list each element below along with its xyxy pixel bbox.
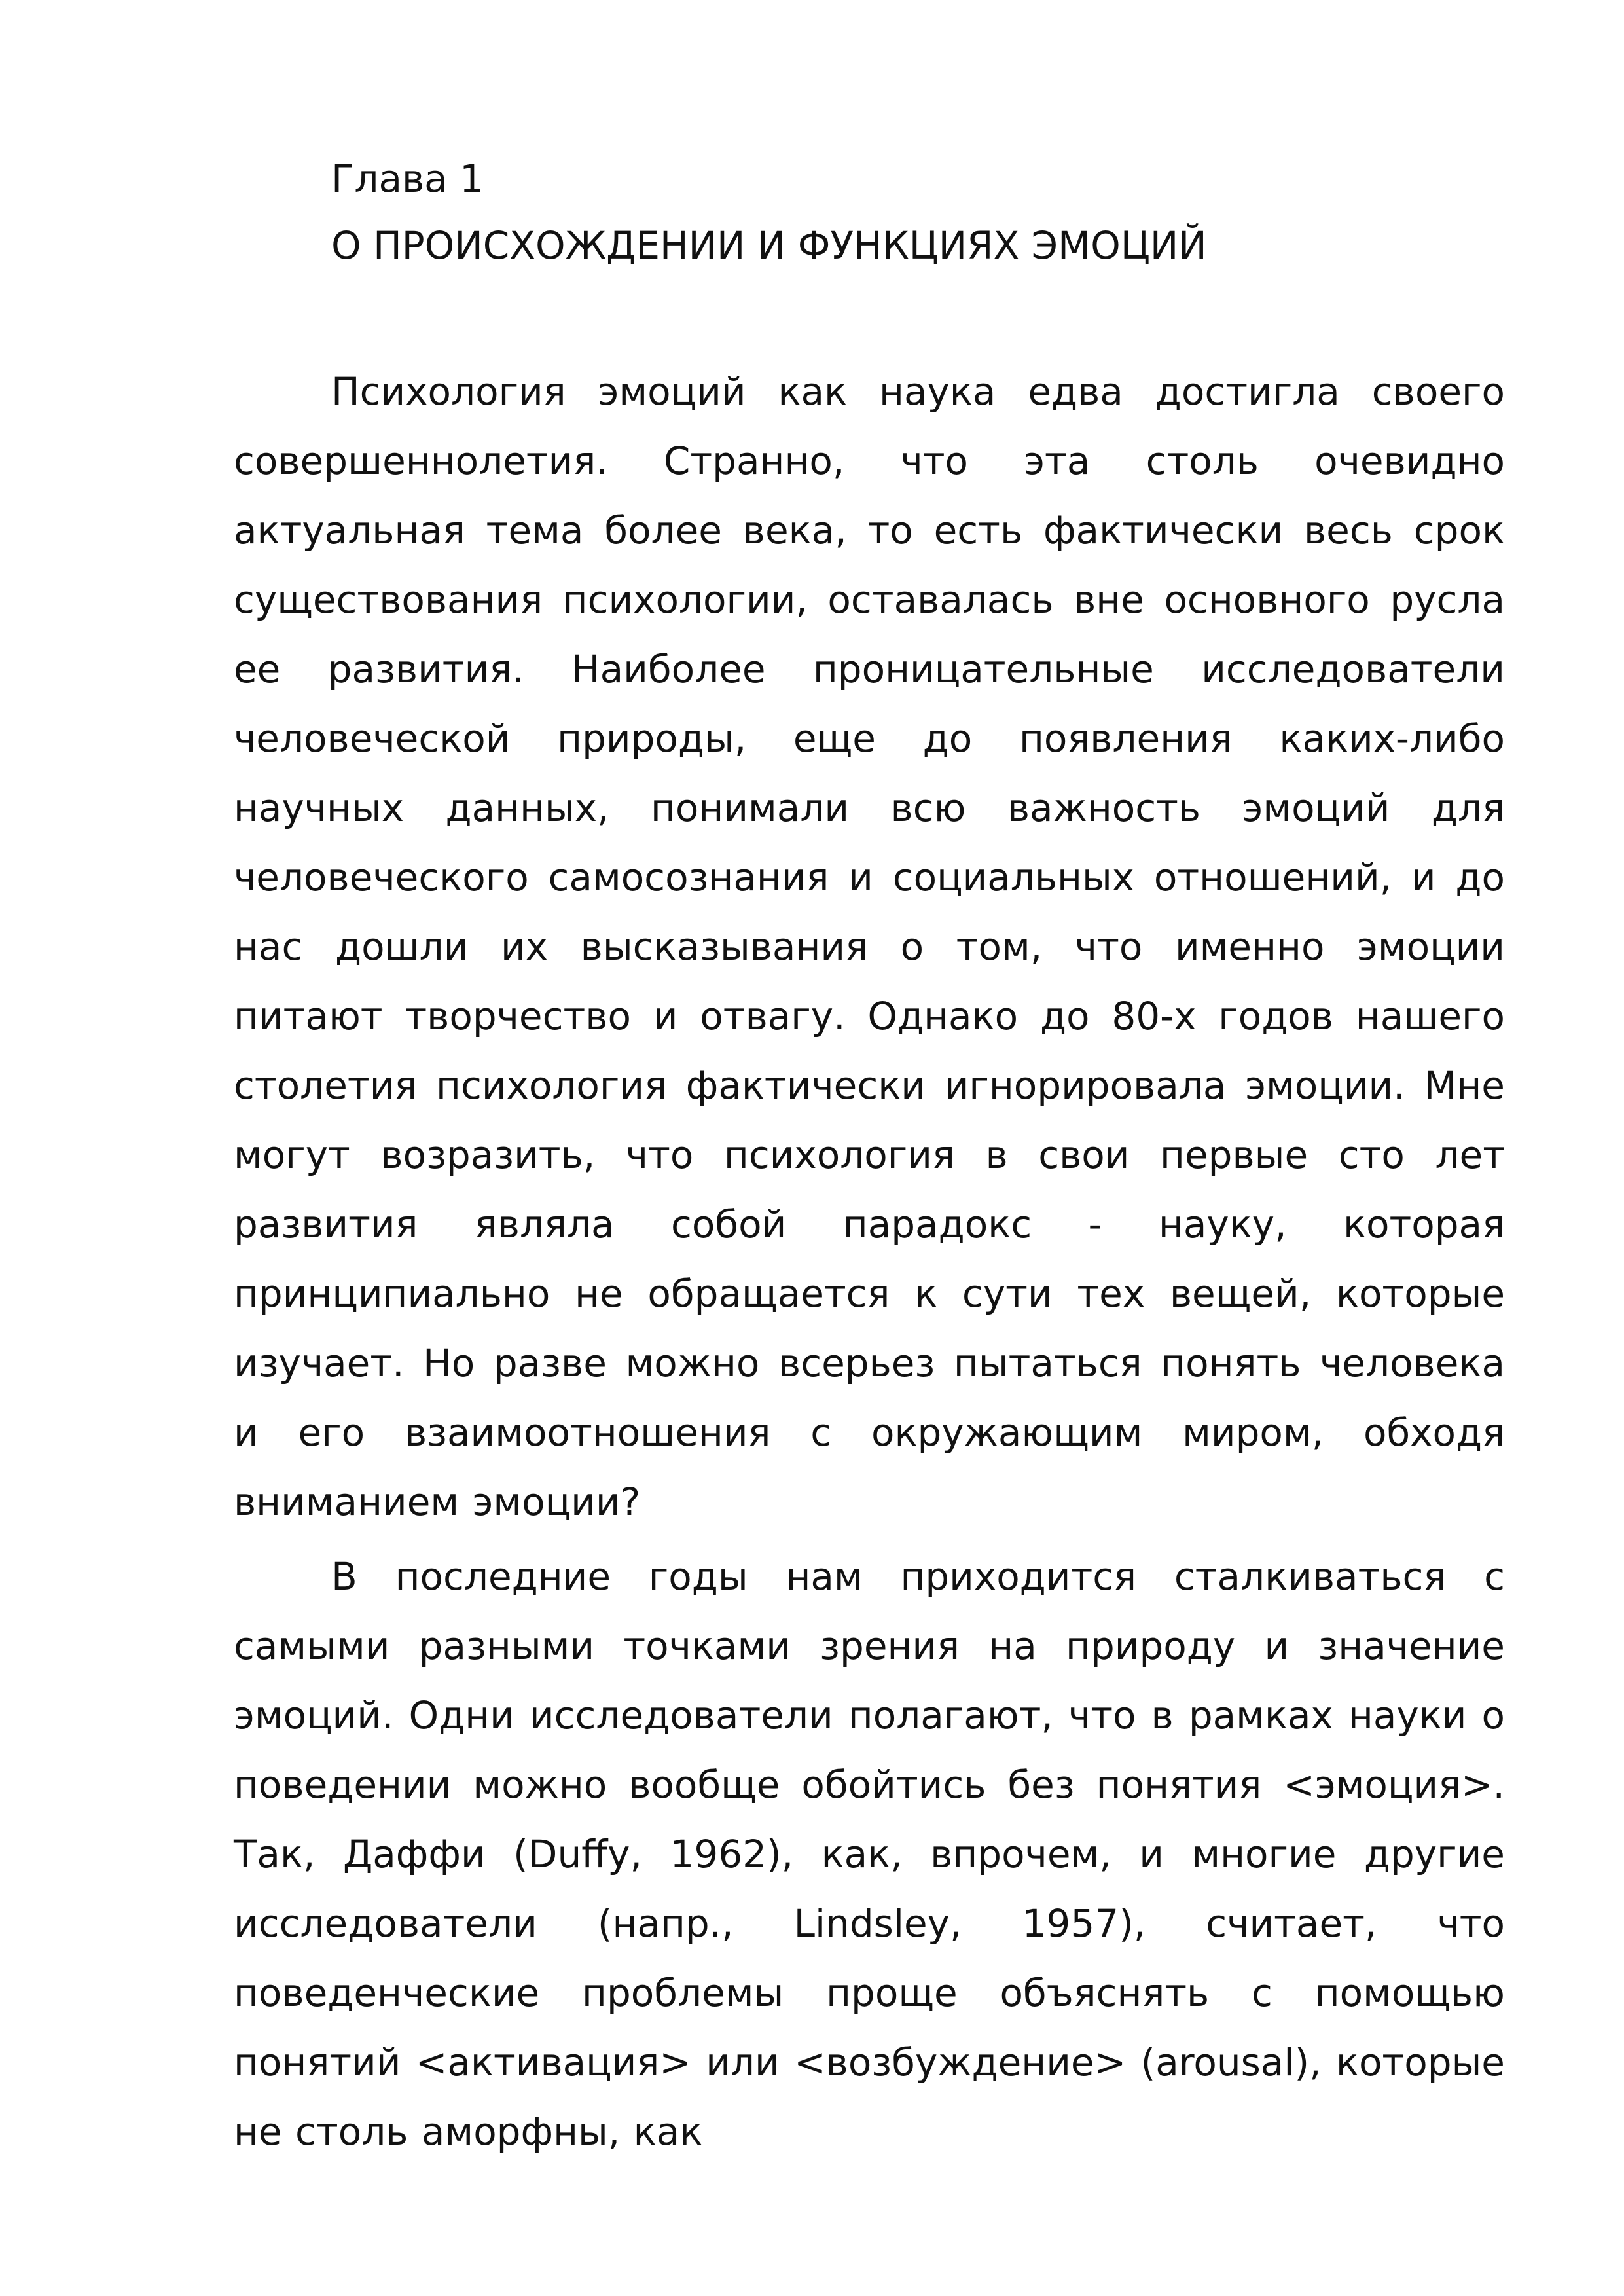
paragraph: В последние годы нам приходится сталкиваться с самыми разными точками зрения на природу и значение эмоций. Одни исследователи полагают, что в рамках науки о поведении можно вообще обойтись без понятия <эмоция>. Так, Даффи (Duffy, 1962), как, впрочем, и многие другие исследователи (напр., Lindsley, 1957), считает, что поведенческие проблемы проще объяснять с помощью понятий <активация> или <возбуждение> (arousal), которые не столь аморфны, как bbox=[234, 1554, 1505, 2154]
chapter-title: О ПРОИСХОЖДЕНИИ И ФУНКЦИЯХ ЭМОЦИЙ bbox=[331, 223, 1207, 268]
chapter-label: Глава 1 bbox=[331, 156, 484, 201]
paragraph: Психология эмоций как наука едва достигла своего совершеннолетия. Странно, что эта столь очевидно актуальная тема более века, то есть фактически весь срок существования психологии, оставалась вне основного русла ее развития. Наиболее проницательные исследователи человеческой природы, еще до появления каких-либо научных данных, понимали всю важность эмоций для человеческого самосознания и социальных отношений, и до нас дошли их высказывания о том, что именно эмоции питают творчество и отвагу. Однако до 80-х годов нашего столетия психология фактически игнорировала эмоции. Мне могут возразить, что психология в свои первые сто лет развития являла собой парадокс - науку, которая принципиально не обращается к сути тех вещей, которые изучает. Но разве можно всерьез пытаться понять человека и его взаимоотношения с окружающим миром, обходя вниманием эмоции? bbox=[234, 369, 1505, 1524]
